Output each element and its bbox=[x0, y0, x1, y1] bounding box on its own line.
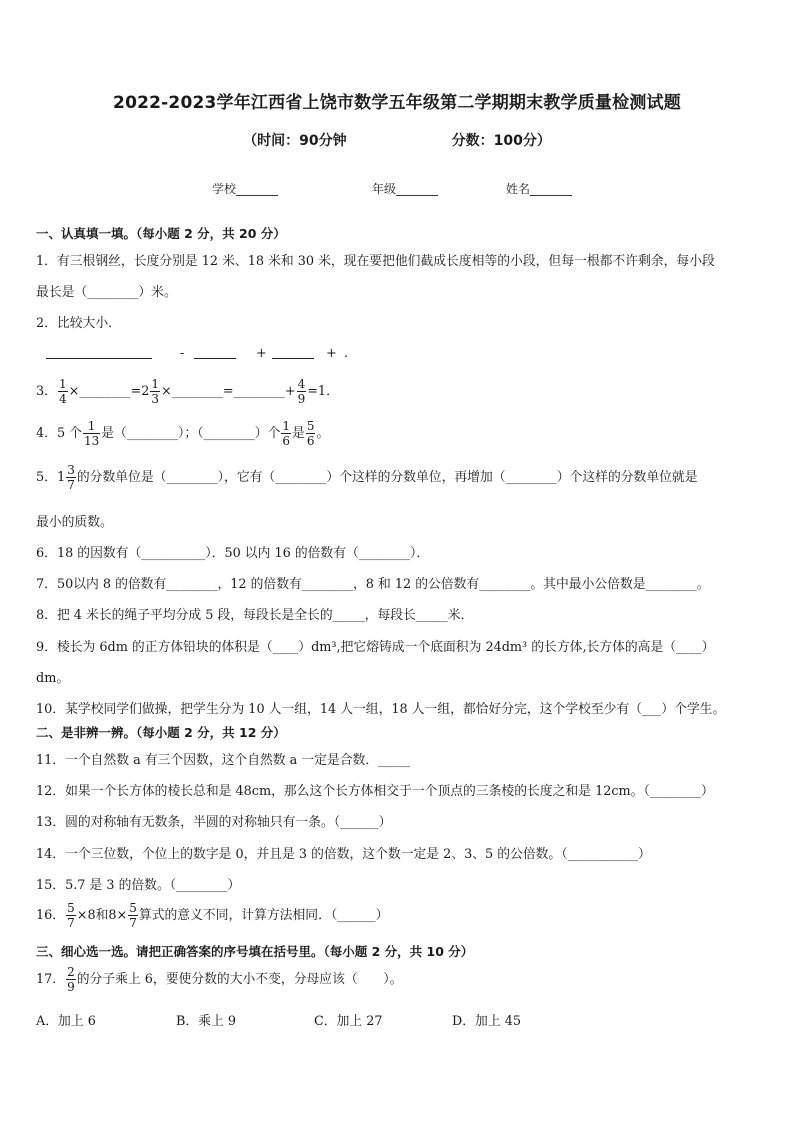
plus-sign-1: + bbox=[256, 346, 267, 361]
end-dot: . bbox=[344, 346, 349, 361]
q3-part-2: ×________=________+ bbox=[161, 384, 296, 399]
option-c[interactable]: C．加上 27 bbox=[314, 1014, 383, 1029]
question-15: 15．5.7 是 3 的倍数。（________） bbox=[36, 878, 241, 893]
denominator: 6 bbox=[282, 434, 291, 448]
fraction bbox=[66, 464, 76, 491]
q4-prefix: 4．5 个 bbox=[36, 426, 82, 441]
minus-sign: - bbox=[180, 346, 185, 361]
numerator: 1 bbox=[83, 420, 100, 434]
question-16 bbox=[36, 902, 388, 929]
numerator: 3 bbox=[67, 463, 75, 477]
q16-end: 算式的意义不同，计算方法相同．（______） bbox=[138, 908, 389, 923]
q4-end: 。 bbox=[316, 426, 330, 441]
question-7: 7．50以内 8 的倍数有________，12 的倍数有________，8 和 12 的公倍数有________。其中最小公倍数是________。 bbox=[36, 577, 710, 592]
option-a[interactable]: A．加上 6 bbox=[36, 1014, 96, 1029]
option-b[interactable]: B．乘上 9 bbox=[176, 1014, 237, 1029]
fraction bbox=[306, 420, 316, 447]
fraction bbox=[150, 378, 160, 405]
numerator: 1 bbox=[282, 419, 291, 433]
q3-part-1: ×________=2 bbox=[68, 384, 150, 399]
question-14: 14．一个三位数，个位上的数字是 0，并且是 3 的倍数，这个数一定是 2、3、5 的公倍数。（___________） bbox=[36, 847, 651, 862]
question-2: 2．比较大小． bbox=[36, 316, 121, 331]
denominator: 7 bbox=[67, 478, 75, 492]
exam-subtitle bbox=[0, 130, 794, 150]
whole-part: 1 bbox=[56, 470, 66, 485]
compare-blank-3[interactable] bbox=[272, 346, 314, 359]
denominator: 13 bbox=[83, 434, 100, 448]
numerator: 1 bbox=[151, 377, 160, 391]
numerator: 5 bbox=[306, 419, 315, 433]
q4-middle-2: 是 bbox=[292, 426, 305, 441]
q5-rest: 的分数单位是（________），它有（________）个这样的分数单位，再增加（________）个这样的分数单位就是 bbox=[76, 470, 698, 485]
numerator: 4 bbox=[297, 377, 306, 391]
question-1-line-2: 最长是（________）米。 bbox=[36, 285, 177, 300]
fraction bbox=[281, 420, 291, 447]
q5-prefix: 5． bbox=[36, 470, 57, 485]
denominator: 6 bbox=[306, 434, 315, 448]
compare-blank-1[interactable] bbox=[46, 346, 152, 359]
fraction bbox=[128, 902, 138, 929]
fraction bbox=[58, 378, 68, 405]
question-8: 8．把 4 米长的绳子平均分成 5 段，每段长是全长的_____，每段长_____米． bbox=[36, 608, 474, 623]
q17-prefix: 17． bbox=[36, 972, 66, 987]
question-2-compare-row bbox=[46, 346, 366, 364]
denominator: 9 bbox=[67, 980, 75, 994]
numerator: 5 bbox=[129, 901, 137, 915]
numerator: 1 bbox=[58, 377, 67, 391]
question-17-options bbox=[36, 1010, 576, 1030]
question-4 bbox=[36, 420, 329, 447]
score-info: 分数：100分） bbox=[451, 133, 551, 149]
denominator: 9 bbox=[297, 392, 306, 406]
exam-title: 2022-2023学年江西省上饶市数学五年级第二学期期末教学质量检测试题 bbox=[113, 93, 681, 113]
q3-number: 3． bbox=[36, 384, 57, 399]
plus-sign-2: + bbox=[326, 346, 337, 361]
time-info: （时间：90分钟 bbox=[243, 133, 347, 149]
fraction bbox=[297, 378, 307, 405]
fraction bbox=[66, 902, 76, 929]
option-d[interactable]: D．加上 45 bbox=[452, 1014, 522, 1029]
question-13: 13．圆的对称轴有无数条，半圆的对称轴只有一条。（______） bbox=[36, 815, 392, 830]
q16-middle: ×8和8× bbox=[76, 908, 128, 923]
question-17 bbox=[36, 966, 402, 993]
section-multiple-choice: 三、细心选一选。请把正确答案的序号填在括号里。（每小题 2 分，共 10 分） bbox=[36, 944, 474, 959]
q4-middle: 是（________）；（________）个 bbox=[101, 426, 281, 441]
q3-part-3: =1． bbox=[307, 384, 339, 399]
q16-prefix: 16． bbox=[36, 908, 66, 923]
question-3 bbox=[36, 378, 339, 405]
section-true-false: 二、是非辨一辨。（每小题 2 分，共 12 分） bbox=[36, 725, 286, 740]
question-12: 12．如果一个长方体的棱长总和是 48cm，那么这个长方体相交于一个顶点的三条棱的长度之和是 12cm。（________） bbox=[36, 784, 714, 799]
question-5-line-2: 最小的质数。 bbox=[36, 515, 113, 530]
fraction bbox=[66, 966, 76, 993]
denominator: 3 bbox=[151, 392, 160, 406]
question-6: 6．18 的因数有（__________）．50 以内 16 的倍数有（________）． bbox=[36, 546, 430, 561]
denominator: 4 bbox=[58, 392, 67, 406]
school-field[interactable]: 学校_______ bbox=[212, 182, 279, 196]
question-11: 11．一个自然数 a 有三个因数，这个自然数 a 一定是合数．_____ bbox=[36, 753, 411, 768]
denominator: 7 bbox=[67, 916, 75, 930]
q17-end: 的分子乘上 6，要使分数的大小不变，分母应该（ ）。 bbox=[76, 972, 403, 987]
mixed-number bbox=[57, 464, 77, 491]
question-9-line-1: 9．棱长为 6dm 的正方体铅块的体积是（____）dm³,把它熔铸成一个底面积为 24dm³ 的长方体,长方体的高是（____） bbox=[36, 640, 715, 655]
student-info-row bbox=[0, 180, 794, 202]
question-5-line-1 bbox=[36, 464, 698, 491]
denominator: 7 bbox=[129, 916, 137, 930]
numerator: 2 bbox=[67, 965, 75, 979]
fraction bbox=[83, 420, 100, 447]
question-1-line-1: 1．有三根钢丝，长度分别是 12 米、18 米和 30 米，现在要把他们截成长度相等的小段，但每一根都不许剩余，每小段 bbox=[36, 254, 715, 269]
compare-blank-2[interactable] bbox=[194, 346, 236, 359]
numerator: 5 bbox=[67, 901, 75, 915]
grade-field[interactable]: 年级_______ bbox=[372, 182, 439, 196]
section-fill-in: 一、认真填一填。（每小题 2 分，共 20 分） bbox=[36, 226, 286, 241]
name-field[interactable]: 姓名_______ bbox=[506, 182, 573, 196]
question-10: 10．某学校同学们做操，把学生分为 10 人一组，14 人一组，18 人一组，都恰好分完，这个学校至少有（___）个学生。 bbox=[36, 702, 726, 717]
question-9-line-2: dm。 bbox=[36, 671, 70, 686]
